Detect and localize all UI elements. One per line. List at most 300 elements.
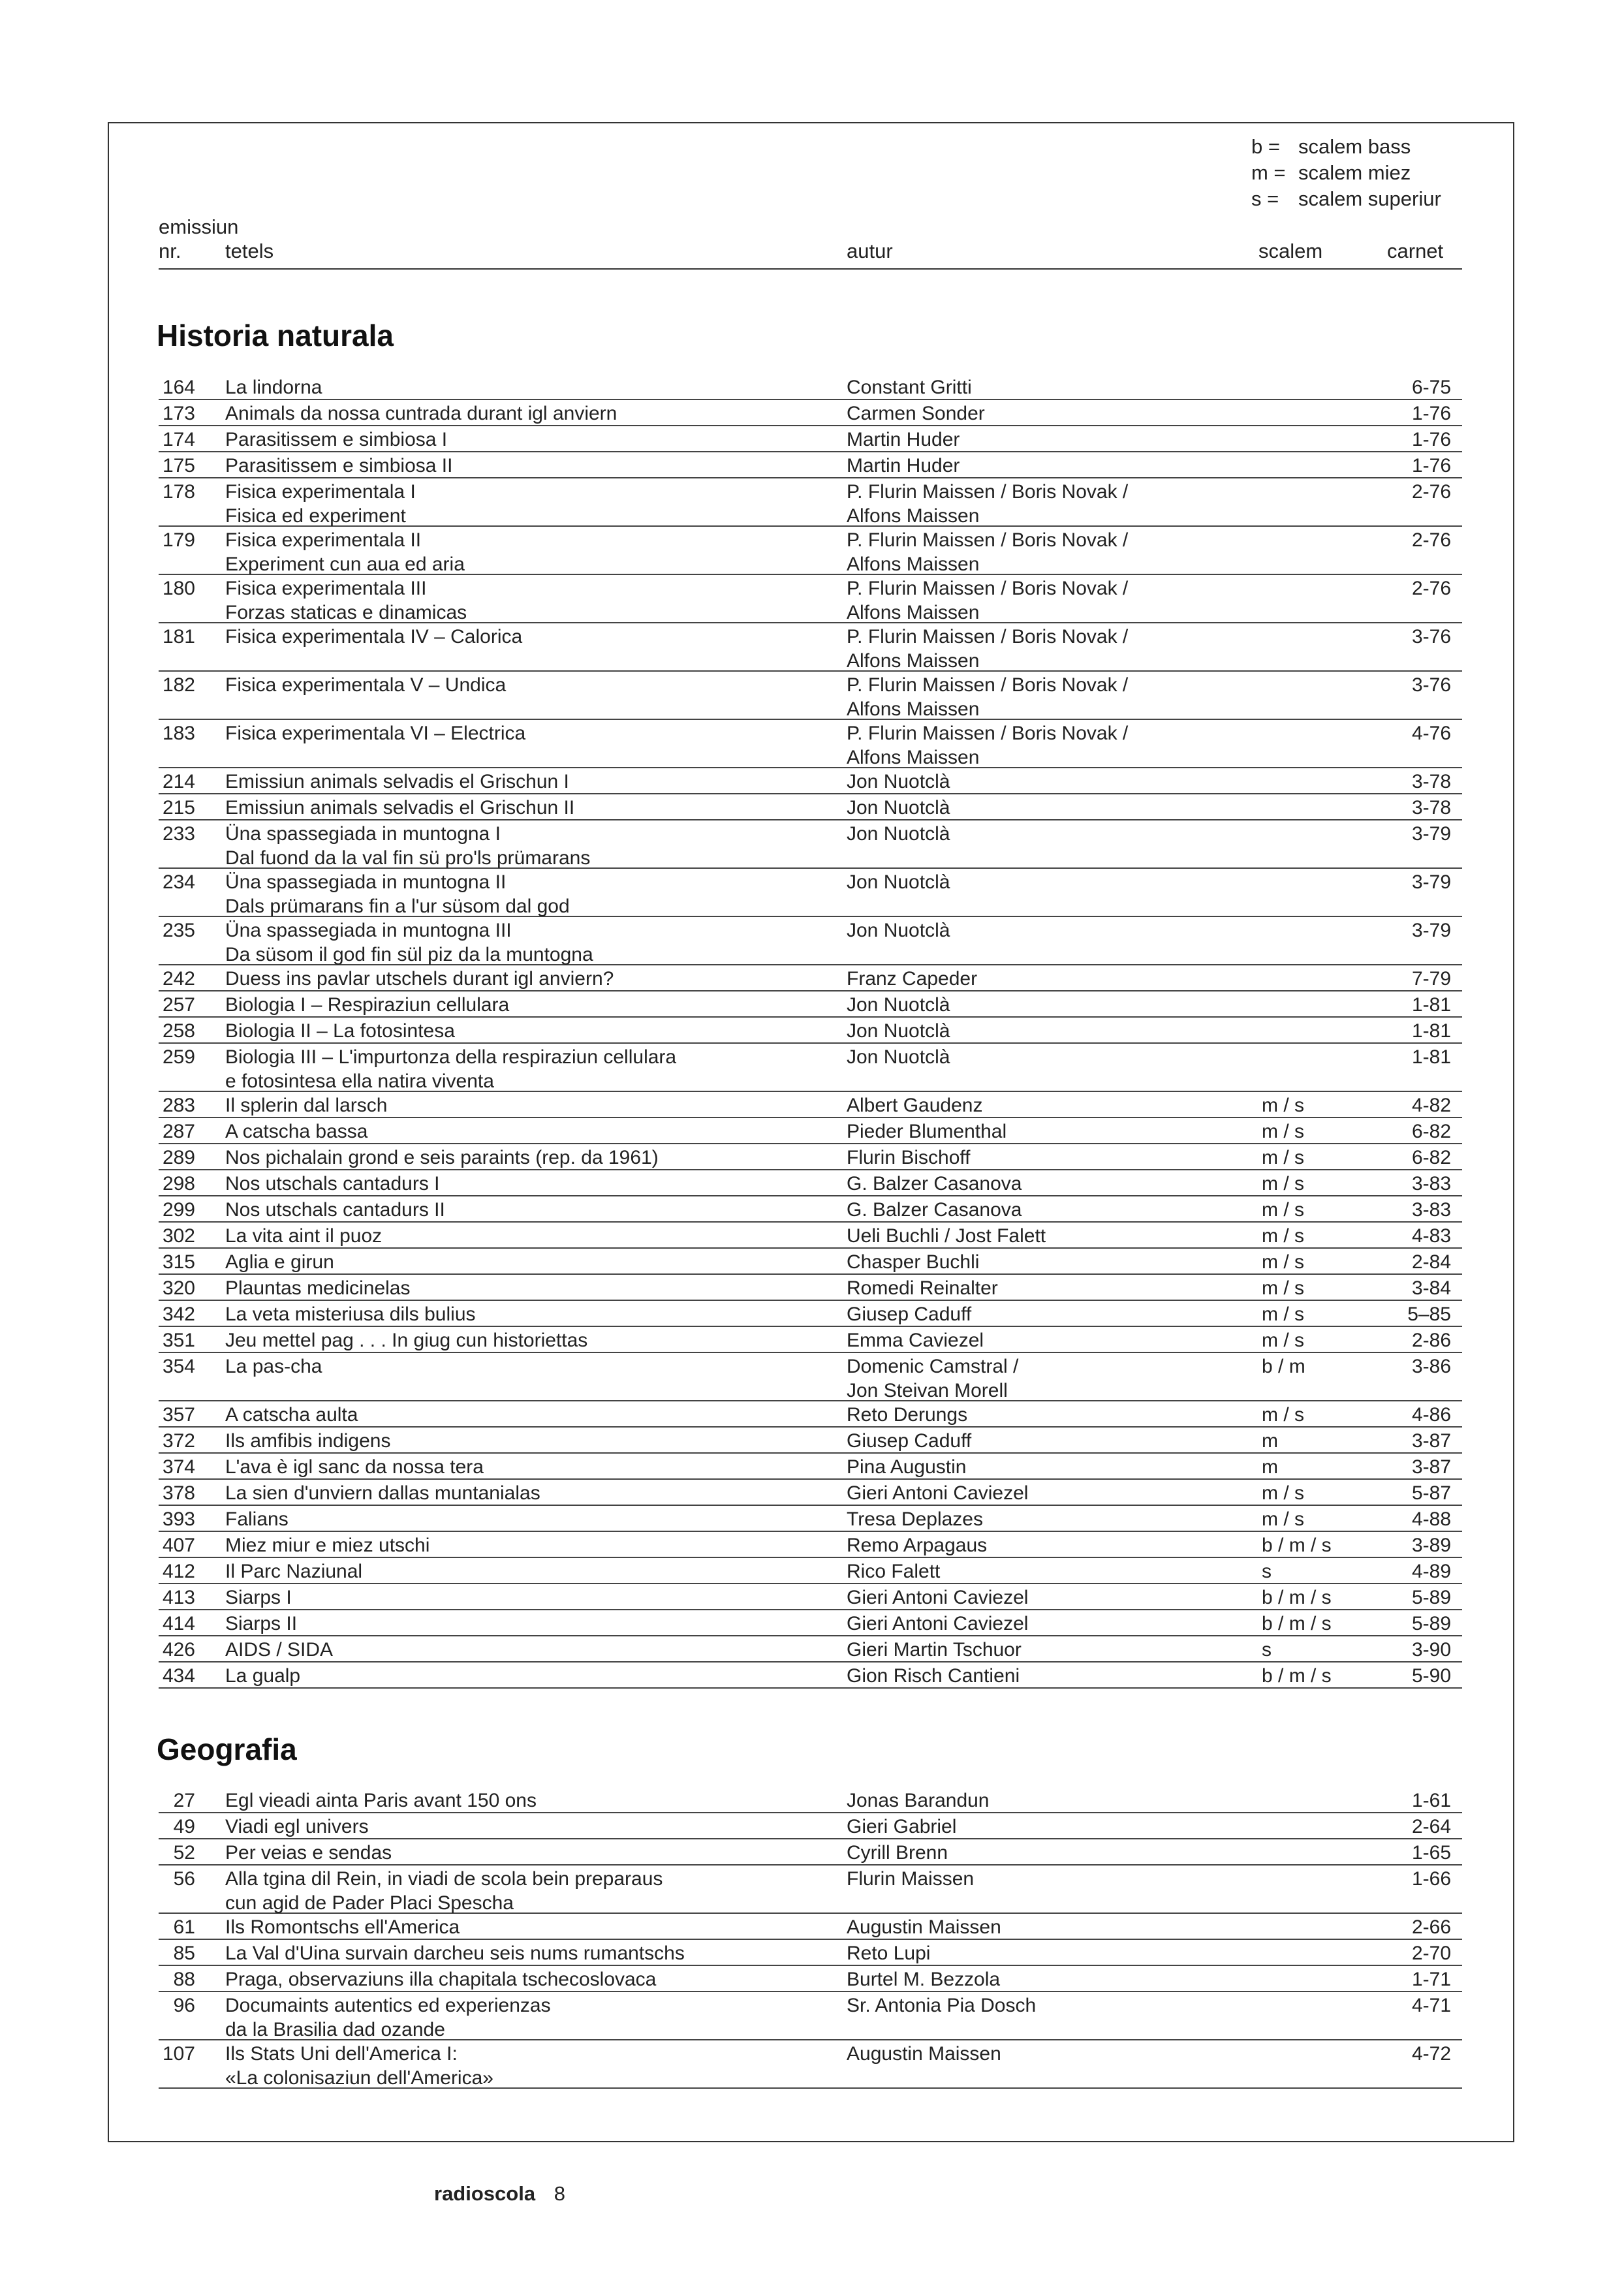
title-line: La sien d'unviern dallas muntanialas [225, 1482, 540, 1504]
cell-title [225, 918, 593, 967]
cell-title [225, 770, 569, 794]
title-line: Siarps II [225, 1613, 298, 1634]
column-header-carnet: carnet [1387, 240, 1444, 262]
legend-item: s = scalem superiur [1251, 187, 1441, 210]
cell-carnet: 1-61 [1411, 1790, 1451, 1811]
cell-nr: 434 [162, 1665, 195, 1687]
cell-author [847, 1585, 1028, 1610]
cell-nr: 179 [162, 529, 195, 551]
author-line: Alfons Maissen [847, 650, 980, 672]
cell-author [847, 1119, 1007, 1144]
cell-scalem: m / s [1262, 1225, 1304, 1247]
cell-carnet: 3-76 [1411, 674, 1451, 696]
title-line: da la Brasilia dad ozande [225, 2019, 445, 2040]
cell-title [225, 1045, 676, 1093]
author-line: Gion Risch Cantieni [847, 1665, 1020, 1687]
cell-title [225, 1664, 300, 1688]
footer-brand: radioscola [434, 2182, 536, 2205]
title-line: Parasitissem e simbiosa II [225, 455, 453, 476]
cell-carnet: 4-88 [1411, 1508, 1451, 1530]
table-row [159, 1275, 1462, 1301]
author-line: Jon Nuotclà [847, 1046, 950, 1068]
table-row [159, 374, 1462, 400]
title-line: Praga, observaziuns illa chapitala tschecoslovaca [225, 1969, 657, 1990]
title-line: Ils amfibis indigens [225, 1430, 391, 1452]
cell-title [225, 993, 509, 1017]
author-line: Rico Falett [847, 1561, 941, 1582]
author-line: G. Balzer Casanova [847, 1173, 1022, 1194]
cell-carnet: 1-76 [1411, 429, 1451, 450]
cell-scalem: m / s [1262, 1482, 1304, 1504]
title-line: Ils Stats Uni dell'America I: [225, 2043, 458, 2065]
cell-title [225, 796, 574, 820]
cell-nr: 298 [162, 1173, 195, 1194]
cell-title [225, 1638, 333, 1662]
cell-title [225, 1841, 392, 1865]
cell-nr: 180 [162, 578, 195, 599]
cell-nr: 414 [162, 1613, 195, 1634]
cell-title [225, 1867, 663, 1915]
cell-carnet: 4-89 [1411, 1561, 1451, 1582]
cell-title [225, 822, 590, 870]
author-line: Ueli Buchli / Jost Falett [847, 1225, 1046, 1247]
author-line: Jon Steivan Morell [847, 1380, 1008, 1401]
cell-author [847, 1559, 940, 1584]
table-row [159, 720, 1462, 768]
title-line: Miez miur e miez utschi [225, 1535, 430, 1556]
table-row [159, 965, 1462, 991]
cell-nr: 233 [162, 823, 195, 845]
title-line: Üna spassegiada in muntogna I [225, 823, 501, 845]
table-row [159, 527, 1462, 575]
cell-scalem: s [1262, 1561, 1272, 1582]
cell-carnet: 2-64 [1411, 1816, 1451, 1837]
cell-nr: 351 [162, 1330, 195, 1351]
cell-author [847, 1664, 1020, 1688]
cell-nr: 164 [162, 377, 195, 398]
cell-nr: 107 [162, 2043, 195, 2065]
author-line: Martin Huder [847, 429, 960, 450]
cell-author [847, 576, 1128, 625]
title-line: Egl vieadi ainta Paris avant 150 ons [225, 1790, 537, 1811]
author-line: Gieri Antoni Caviezel [847, 1587, 1029, 1608]
cell-nr: 393 [162, 1508, 195, 1530]
cell-title [225, 1815, 369, 1839]
author-line: Franz Capeder [847, 968, 978, 990]
cell-carnet: 2-76 [1411, 578, 1451, 599]
title-line: Fisica experimentala V – Undica [225, 674, 507, 696]
table-row [159, 991, 1462, 1018]
author-line: Alfons Maissen [847, 554, 980, 575]
title-line: Fisica ed experiment [225, 505, 406, 527]
table-row [159, 1249, 1462, 1275]
cell-nr: 234 [162, 871, 195, 893]
cell-carnet: 3-78 [1411, 771, 1451, 792]
cell-carnet: 3-87 [1411, 1456, 1451, 1478]
table-row [159, 1301, 1462, 1327]
cell-title [225, 673, 506, 697]
cell-carnet: 7-79 [1411, 968, 1451, 990]
cell-carnet: 2-84 [1411, 1251, 1451, 1273]
column-header-nr: nr. [159, 240, 181, 262]
column-header-scalem: scalem [1258, 240, 1323, 262]
author-line: Burtel M. Bezzola [847, 1969, 1001, 1990]
cell-scalem: b / m [1262, 1356, 1305, 1377]
cell-nr: 242 [162, 968, 195, 990]
cell-nr: 378 [162, 1482, 195, 1504]
table-row [159, 1428, 1462, 1454]
cell-author [847, 1224, 1046, 1248]
cell-author [847, 454, 960, 478]
cell-carnet: 1-81 [1411, 994, 1451, 1016]
table-row [159, 1866, 1462, 1914]
table-row [159, 575, 1462, 623]
cell-title [225, 967, 614, 991]
author-line: P. Flurin Maissen / Boris Novak / [847, 723, 1129, 744]
cell-carnet: 1-76 [1411, 455, 1451, 476]
cell-author [847, 1507, 983, 1531]
cell-scalem: b / m / s [1262, 1613, 1332, 1634]
table-row [159, 1506, 1462, 1532]
table-row [159, 1992, 1462, 2040]
cell-scalem: m / s [1262, 1277, 1304, 1299]
cell-title [225, 1941, 685, 1965]
cell-scalem: m / s [1262, 1147, 1304, 1168]
title-line: La veta misteriusa dils bulius [225, 1304, 476, 1325]
cell-title [225, 480, 416, 528]
cell-author [847, 1172, 1022, 1196]
cell-title [225, 401, 617, 426]
cell-nr: 259 [162, 1046, 195, 1068]
cell-author [847, 770, 950, 794]
cell-scalem: b / m / s [1262, 1665, 1332, 1687]
cell-title [225, 1967, 656, 1991]
cell-title [225, 1481, 540, 1505]
cell-title [225, 1585, 292, 1610]
cell-nr: 173 [162, 403, 195, 424]
author-line: Augustin Maissen [847, 1916, 1001, 1938]
title-line: La gualp [225, 1665, 301, 1687]
author-line: P. Flurin Maissen / Boris Novak / [847, 481, 1129, 503]
cell-author [847, 1403, 967, 1427]
cell-nr: 235 [162, 920, 195, 941]
cell-title [225, 1093, 387, 1117]
cell-nr: 372 [162, 1430, 195, 1452]
cell-carnet: 3-79 [1411, 920, 1451, 941]
cell-title [225, 1403, 358, 1427]
table-row [159, 1196, 1462, 1223]
cell-nr: 96 [173, 1995, 195, 2016]
cell-author [847, 918, 950, 943]
title-line: A catscha bassa [225, 1121, 368, 1142]
cell-title [225, 1788, 537, 1813]
cell-nr: 215 [162, 797, 195, 819]
cell-scalem: m / s [1262, 1173, 1304, 1194]
title-line: Alla tgina dil Rein, in viadi de scola bein preparaus [225, 1868, 663, 1890]
cell-title [225, 1429, 390, 1453]
cell-author [847, 1328, 984, 1352]
author-line: Flurin Maissen [847, 1868, 975, 1890]
author-line: Alfons Maissen [847, 602, 980, 623]
cell-nr: 320 [162, 1277, 195, 1299]
cell-title [225, 1198, 445, 1222]
cell-carnet: 1-65 [1411, 1842, 1451, 1864]
table-row [159, 1813, 1462, 1839]
table-row [159, 1914, 1462, 1940]
cell-nr: 299 [162, 1199, 195, 1221]
cell-title [225, 1533, 429, 1557]
cell-carnet: 4-76 [1411, 723, 1451, 744]
cell-carnet: 2-76 [1411, 529, 1451, 551]
author-line: Chasper Buchli [847, 1251, 980, 1273]
cell-title [225, 1172, 440, 1196]
page-footer [434, 2182, 565, 2206]
cell-nr: 214 [162, 771, 195, 792]
cell-scalem: m / s [1262, 1251, 1304, 1273]
title-line: Nos utschals cantadurs I [225, 1173, 440, 1194]
cell-title [225, 1328, 587, 1352]
table-row [159, 794, 1462, 820]
title-line: e fotosintesa ella natira viventa [225, 1070, 494, 1092]
title-line: Fisica experimentala IV – Calorica [225, 626, 523, 648]
cell-nr: 283 [162, 1095, 195, 1116]
title-line: Forzas staticas e dinamicas [225, 602, 467, 623]
cell-author [847, 1198, 1022, 1222]
cell-nr: 357 [162, 1404, 195, 1426]
title-line: Experiment cun aua ed aria [225, 554, 465, 575]
cell-carnet: 6-82 [1411, 1147, 1451, 1168]
table-row [159, 452, 1462, 478]
column-header-autur: autur [847, 240, 893, 262]
title-line: Biologia I – Respiraziun cellulara [225, 994, 510, 1016]
column-header-row [159, 240, 1462, 270]
column-header-tetels: tetels [225, 240, 274, 262]
cell-nr: 412 [162, 1561, 195, 1582]
author-line: Giusep Caduff [847, 1304, 972, 1325]
cell-nr: 178 [162, 481, 195, 503]
cell-author [847, 822, 950, 846]
cell-author [847, 1993, 1036, 2018]
cell-scalem: m [1262, 1456, 1278, 1478]
author-line: Alfons Maissen [847, 698, 980, 720]
page-number: 8 [554, 2182, 565, 2205]
table-row [159, 1454, 1462, 1480]
cell-scalem: b / m / s [1262, 1587, 1332, 1608]
cell-nr: 426 [162, 1639, 195, 1661]
cell-nr: 287 [162, 1121, 195, 1142]
cell-carnet: 4-86 [1411, 1404, 1451, 1426]
cell-title [225, 1119, 367, 1144]
cell-author [847, 993, 950, 1017]
author-line: Jon Nuotclà [847, 994, 950, 1016]
title-line: Parasitissem e simbiosa I [225, 429, 448, 450]
column-header-emissiun: emissiun [159, 215, 239, 238]
cell-nr: 407 [162, 1535, 195, 1556]
cell-carnet: 3-90 [1411, 1639, 1451, 1661]
title-line: Aglia e girun [225, 1251, 334, 1273]
cell-author [847, 1533, 987, 1557]
cell-title [225, 1559, 362, 1584]
title-line: Fisica experimentala III [225, 578, 427, 599]
author-line: P. Flurin Maissen / Boris Novak / [847, 626, 1129, 648]
title-line: Jeu mettel pag . . . In giug cun historiettas [225, 1330, 588, 1351]
cell-title [225, 454, 452, 478]
cell-author [847, 1841, 948, 1865]
table-row [159, 426, 1462, 452]
cell-author [847, 428, 960, 452]
cell-carnet: 2-70 [1411, 1943, 1451, 1964]
cell-carnet: 5-87 [1411, 1482, 1451, 1504]
cell-carnet: 3-79 [1411, 823, 1451, 845]
cell-nr: 52 [173, 1842, 195, 1864]
cell-scalem: m / s [1262, 1199, 1304, 1221]
cell-author [847, 1019, 950, 1043]
cell-carnet: 3-83 [1411, 1199, 1451, 1221]
cell-title [225, 721, 525, 745]
cell-author [847, 1146, 971, 1170]
cell-title [225, 528, 465, 576]
cell-title [225, 625, 522, 649]
author-line: Tresa Deplazes [847, 1508, 983, 1530]
author-line: Alfons Maissen [847, 747, 980, 768]
cell-carnet: 4-83 [1411, 1225, 1451, 1247]
title-line: «La colonisaziun dell'America» [225, 2067, 493, 2089]
cell-nr: 342 [162, 1304, 195, 1325]
author-line: Alfons Maissen [847, 505, 980, 527]
author-line: Pina Augustin [847, 1456, 967, 1478]
cell-nr: 181 [162, 626, 195, 648]
cell-author [847, 1045, 950, 1069]
cell-scalem: m / s [1262, 1404, 1304, 1426]
table-row [159, 1353, 1462, 1401]
cell-nr: 85 [173, 1943, 195, 1964]
cell-author [847, 1250, 979, 1274]
cell-nr: 56 [173, 1868, 195, 1890]
cell-title [225, 375, 322, 399]
cell-nr: 88 [173, 1969, 195, 1990]
cell-carnet: 3-84 [1411, 1277, 1451, 1299]
author-line: Giusep Caduff [847, 1430, 972, 1452]
cell-scalem: b / m / s [1262, 1535, 1332, 1556]
cell-nr: 374 [162, 1456, 195, 1478]
title-line: Il splerin dal larsch [225, 1095, 388, 1116]
cell-author [847, 1093, 982, 1117]
table-row [159, 1584, 1462, 1610]
table-row [159, 869, 1462, 917]
cell-title [225, 1915, 460, 1939]
author-line: Jon Nuotclà [847, 1020, 950, 1042]
title-line: Emissiun animals selvadis el Grischun II [225, 797, 575, 819]
cell-title [225, 870, 570, 918]
cell-carnet: 4-71 [1411, 1995, 1451, 2016]
cell-carnet: 4-82 [1411, 1095, 1451, 1116]
title-line: Emissiun animals selvadis el Grischun I [225, 771, 569, 792]
cell-carnet: 1-81 [1411, 1046, 1451, 1068]
author-line: Martin Huder [847, 455, 960, 476]
title-line: Fisica experimentala II [225, 529, 422, 551]
author-line: Gieri Antoni Caviezel [847, 1482, 1029, 1504]
title-line: cun agid de Pader Placi Spescha [225, 1892, 514, 1914]
cell-carnet: 3-76 [1411, 626, 1451, 648]
cell-scalem: s [1262, 1639, 1272, 1661]
cell-title [225, 1019, 455, 1043]
author-line: Gieri Martin Tschuor [847, 1639, 1022, 1661]
title-line: La pas-cha [225, 1356, 322, 1377]
cell-title [225, 1354, 322, 1379]
cell-title [225, 1276, 411, 1300]
cell-nr: 182 [162, 674, 195, 696]
table-row [159, 1327, 1462, 1353]
cell-title [225, 1224, 382, 1248]
cell-scalem: m [1262, 1430, 1278, 1452]
author-line: Gieri Gabriel [847, 1816, 957, 1837]
author-line: Jon Nuotclà [847, 823, 950, 845]
table-row [159, 1170, 1462, 1196]
cell-nr: 27 [173, 1790, 195, 1811]
table-row [159, 820, 1462, 869]
cell-carnet: 4-72 [1411, 2043, 1451, 2065]
cell-carnet: 5-89 [1411, 1587, 1451, 1608]
table-row [159, 1966, 1462, 1992]
table-row [159, 768, 1462, 794]
table-historia-naturala [159, 374, 1462, 1689]
table-row [159, 1839, 1462, 1866]
cell-carnet: 1-81 [1411, 1020, 1451, 1042]
cell-author [847, 625, 1128, 673]
cell-nr: 49 [173, 1816, 195, 1837]
cell-author [847, 1967, 1000, 1991]
cell-carnet: 5–85 [1407, 1304, 1451, 1325]
title-line: Dal fuond da la val fin sü pro'ls prümarans [225, 847, 591, 869]
table-row [159, 1144, 1462, 1170]
author-line: Jon Nuotclà [847, 797, 950, 819]
cell-nr: 61 [173, 1916, 195, 1938]
title-line: A catscha aulta [225, 1404, 358, 1426]
table-row [159, 1663, 1462, 1689]
cell-carnet: 5-89 [1411, 1613, 1451, 1634]
author-line: P. Flurin Maissen / Boris Novak / [847, 529, 1129, 551]
author-line: Carmen Sonder [847, 403, 985, 424]
author-line: P. Flurin Maissen / Boris Novak / [847, 674, 1129, 696]
author-line: Pieder Blumenthal [847, 1121, 1007, 1142]
cell-carnet: 3-83 [1411, 1173, 1451, 1194]
legend-item: m = scalem miez [1251, 161, 1411, 184]
title-line: Biologia III – L'impurtonza della respiraziun cellulara [225, 1046, 677, 1068]
table-row [159, 917, 1462, 965]
cell-author [847, 1455, 966, 1479]
cell-title [225, 2042, 493, 2090]
scale-legend [1251, 134, 1441, 212]
cell-carnet: 1-71 [1411, 1969, 1451, 1990]
title-line: Per veias e sendas [225, 1842, 392, 1864]
table-row [159, 2040, 1462, 2089]
table-row [159, 1223, 1462, 1249]
title-line: La vita aint il puoz [225, 1225, 383, 1247]
title-line: Siarps I [225, 1587, 292, 1608]
cell-carnet: 2-66 [1411, 1916, 1451, 1938]
title-line: Üna spassegiada in muntogna II [225, 871, 507, 893]
author-line: Jonas Barandun [847, 1790, 990, 1811]
cell-author [847, 1915, 1001, 1939]
cell-author [847, 1302, 971, 1326]
cell-author [847, 1638, 1022, 1662]
title-line: L'ava è igl sanc da nossa tera [225, 1456, 484, 1478]
cell-nr: 175 [162, 455, 195, 476]
cell-nr: 413 [162, 1587, 195, 1608]
title-line: La lindorna [225, 377, 322, 398]
cell-scalem: m / s [1262, 1121, 1304, 1142]
cell-carnet: 3-86 [1411, 1356, 1451, 1377]
